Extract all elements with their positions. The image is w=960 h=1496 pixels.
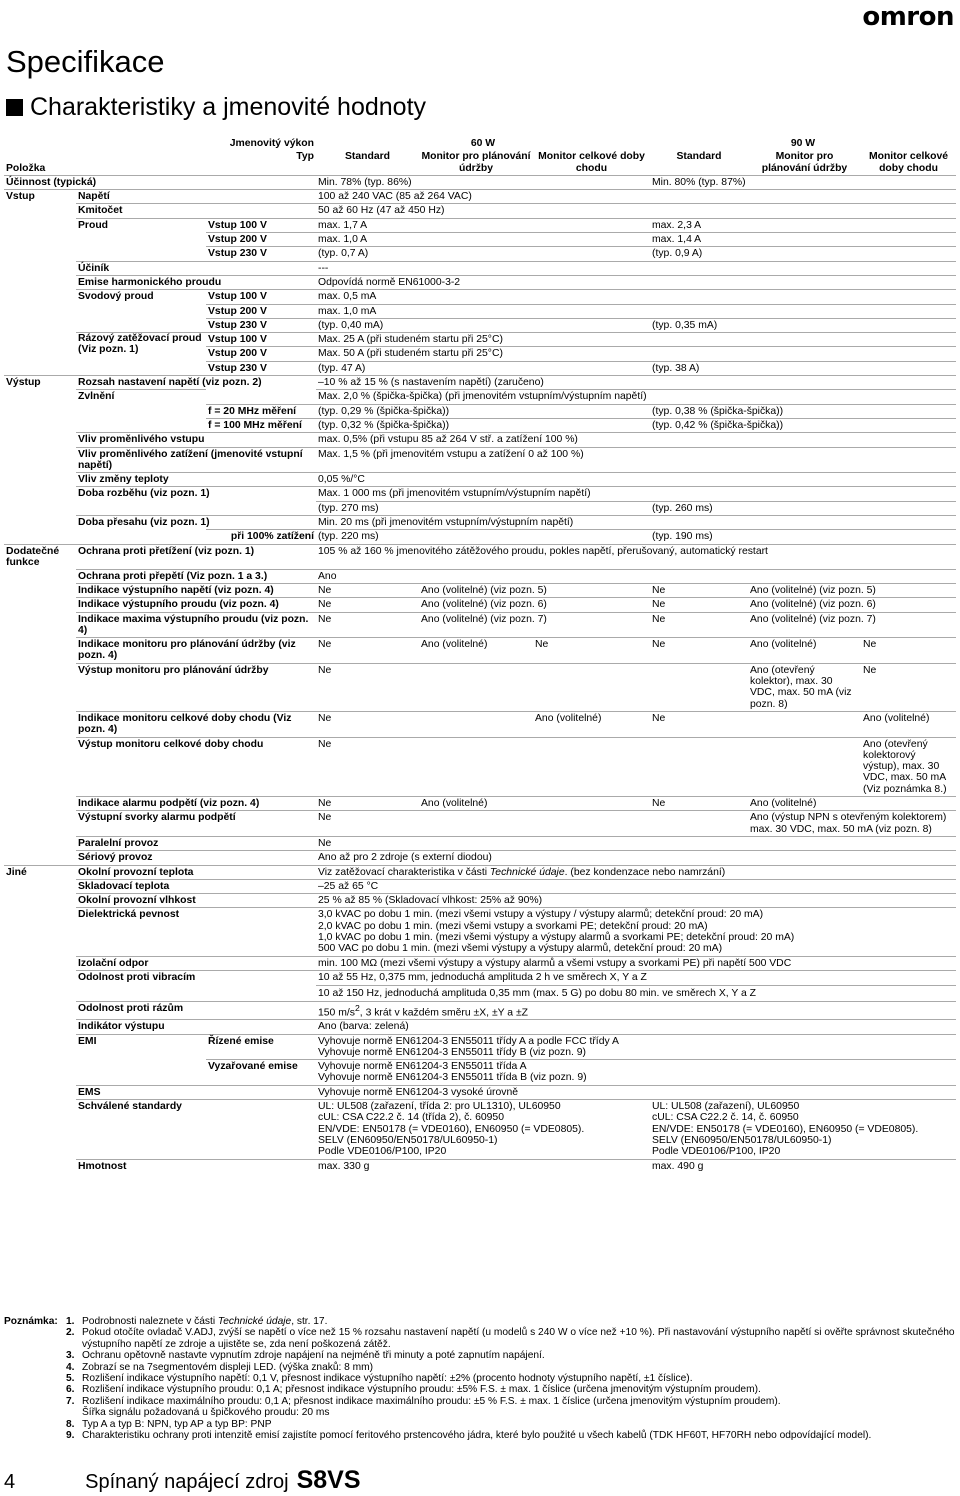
row-alarm-indication: Indikace alarmu podpětí (viz pozn. 4) Ne Ano (volitelné) Ne Ano (volitelné): [4, 797, 956, 811]
row-parallel: Paralelní provoz Ne: [4, 836, 956, 850]
note-2: 2. Pokud otočíte ovladač V.ADJ, zvýší se napětí o více než 15 % rozsahu nastavení napětí (u modelů s 240 W o více než +10 %). Při nastavování výstupního napětí si ověřte správnost skutečného výstupního napětí ze zdroje a ujistěte se, zda není poškozená zátěž.: [66, 1327, 955, 1350]
note-7: 7. Rozlišení indikace maximálního proudu: 0,1 A; přesnost indikace maximálního proudu: ±5 % F.S. ± max. 1 číslice (určena jmenovitým výstupním proudem). Šířka signálu požadovaná u špičkového proudu: 20 ms: [66, 1395, 781, 1419]
spec-table: [4, 137, 956, 1173]
note-5: 5. Rozlišení indikace výstupního napětí: 0,1 V, přesnost indikace výstupního napětí: ±2% (procento hodnoty výstupního napětí, ±1 číslice).: [66, 1373, 693, 1385]
row-alarm-output: Výstupní svorky alarmu podpětí Ne Ano (výstup NPN s otevřeným kolektorem) max. 30 VDC, max. 50 mA (viz pozn. 8): [4, 811, 956, 837]
row-approved-standards: Schválené standardy UL: UL508 (zařazení, třída 2: pro UL1310), UL60950 cUL: CSA C22.2 č. 14 (třída 2), č. 60950 EN/VDE: EN50178 (= VDE0160), EN60950 (= VDE0805). SELV (EN60950/EN50178/UL60950-1) Podle VDE0106/P100, IP20 UL: UL508 (zařazení), UL60950 cUL: CSA C22.2 č. 14, č. 60950 EN/VDE: EN50178 (= VDE0160), EN60950 (= VDE0805). SELV (EN60950/EN50178/UL60950-1) Podle VDE0106/P100, IP20: [4, 1100, 956, 1159]
row-insulation: Izolační odpor min. 100 MΩ (mezi všemi výstupy a výstupy alarmů a všemi vstupy a svorkami PE) při napětí 500 VDC: [4, 956, 956, 970]
omron-logo: omron: [862, 2, 954, 32]
row-hold-time: Doba přesahu (viz pozn. 1) Min. 20 ms (při jmenovitém vstupním/výstupním napětí): [4, 516, 956, 530]
row-efficiency: Účinnost (typická) Min. 78% (typ. 86%) Min. 80% (typ. 87%): [4, 175, 956, 189]
row-frequency: Kmitočet 50 až 60 Hz (47 až 450 Hz): [4, 204, 956, 218]
page-footer: [4, 1466, 361, 1495]
row-ripple-100mhz: f = 100 MHz měření (typ. 0,32 % (špička-špička)) (typ. 0,42 % (špička-špička)): [4, 418, 956, 432]
footer-product-code: S8VS: [296, 1466, 361, 1494]
header-row-power: Jmenovitý výkon 60 W 90 W: [229, 138, 816, 149]
row-emi-conducted: EMI Řízené emise Vyhovuje normě EN61204-3 EN55011 třídy A a podle FCC třídy A Vyhovuje normě EN61204-3 EN55011 třídy B (viz pozn. 9): [4, 1034, 956, 1060]
row-ripple-20mhz: f = 20 MHz měření (typ. 0,29 % (špička-špička)) (typ. 0,38 % (špička-špička)): [4, 404, 956, 418]
row-maintenance-indication: Indikace monitoru pro plánování údržby (viz pozn. 4) Ne Ano (volitelné) Ne Ne Ano (volitelné) Ne: [4, 638, 956, 664]
note-3: 3. Ochranu opětovně nastavte vypnutím zdroje napájení na nejméně tři minuty a poté zapnutím napájení.: [66, 1350, 545, 1362]
page-number: 4: [4, 1471, 16, 1493]
note-9: 9. Charakteristiku ochrany proti intenzitě emisí zajistíte pomocí feritového prstencového jádra, které bylo použité u všech kabelů (TDK HF60T, HF70RH nebo odpovídající model).: [66, 1430, 872, 1442]
row-weight: Hmotnost max. 330 g max. 490 g: [4, 1159, 956, 1173]
row-line-regulation: Vliv proměnlivého vstupu max. 0,5% (při vstupu 85 až 264 V stř. a zatížení 100 %): [4, 433, 956, 447]
section-title: Charakteristiky a jmenovité hodnoty: [6, 93, 426, 122]
row-output-indicator: Indikátor výstupu Ano (barva: zelená): [4, 1020, 956, 1034]
note-6: 6. Rozlišení indikace výstupního proudu: 0,1 A; přesnost indikace výstupního proudu: ±5% F.S. ± max. 1 číslice (určena jmenovitým výstupním proudem).: [66, 1384, 761, 1396]
row-current-230: Vstup 230 V (typ. 0,7 A) (typ. 0,9 A): [4, 247, 956, 261]
row-leakage-200: Vstup 200 V max. 1,0 mA: [4, 304, 956, 318]
row-maintenance-output: Výstup monitoru pro plánování údržby Ne Ano (otevřený kolektor), max. 30 VDC, max. 50 mA (viz pozn. 8) Ne: [4, 663, 956, 711]
row-inrush-100: Rázový zatěžovací proud (Viz pozn. 1) Vstup 100 V Max. 25 A (při studeném startu při 25°C): [4, 333, 956, 347]
row-ems: EMS Vyhovuje normě EN61204-3 vysoké úrovně: [4, 1085, 956, 1099]
row-ambient-temp: Jiné Okolní provozní teplota Viz zatěžovací charakteristika v části Technické údaje. (bez kondenzace nebo namrzání): [4, 865, 956, 879]
row-power-factor: Účiník ---: [4, 261, 956, 275]
row-rise-time: Doba rozběhu (viz pozn. 1) Max. 1 000 ms (při jmenovitém vstupním/výstupním napětí): [4, 487, 956, 501]
row-rise-time-typ: (typ. 270 ms) (typ. 260 ms): [4, 501, 956, 515]
row-ripple: Zvlnění Max. 2,0 % (špička-špička) (při jmenovitém vstupním/výstupním napětí): [4, 390, 956, 404]
row-vibration: Odolnost proti vibracím 10 až 55 Hz, 0,375 mm, jednoduchá amplituda 2 h ve směrech X, Y a Z 10 až 150 Hz, jednoduchá amplituda 0,35 mm (max. 5 G) po dobu 80 min. ve směrech X, Y a Z: [4, 970, 956, 1001]
row-storage-temp: Skladovací teplota –25 až 65 °C: [4, 879, 956, 893]
row-overload: Dodatečné funkce Ochrana proti přetížení (viz pozn. 1) 105 % až 160 % jmenovitého zátěžového proudu, pokles napětí, přerušovaný, automatický restart: [4, 544, 956, 569]
row-load-regulation: Vliv proměnlivého zatížení (jmenovité vstupní napětí) Max. 1,5 % (při jmenovitém vstupu a zatížení 0 až 100 %): [4, 447, 956, 473]
notes: [4, 1316, 956, 1441]
row-inrush-200: Vstup 200 V Max. 50 A (při studeném startu při 25°C): [4, 347, 956, 361]
row-total-run-indication: Indikace monitoru celkové doby chodu (Viz pozn. 4) Ne Ano (volitelné) Ne Ano (volitelné): [4, 711, 956, 737]
row-adjust-range: Výstup Rozsah nastavení napětí (viz pozn. 2) –10 % až 15 % (s nastavením napětí) (zaručeno): [4, 376, 956, 390]
row-inrush-230: Vstup 230 V (typ. 47 A) (typ. 38 A): [4, 361, 956, 375]
row-current-200: Vstup 200 V max. 1,0 A max. 1,4 A: [4, 233, 956, 247]
row-series: Sériový provoz Ano až pro 2 zdroje (s externí diodou): [4, 851, 956, 865]
note-8: 8. Typ A a typ B: NPN, typ AP a typ BP: PNP: [66, 1418, 272, 1430]
row-leakage-230: Vstup 230 V (typ. 0,40 mA) (typ. 0,35 mA): [4, 318, 956, 332]
row-voltage: Vstup Napětí 100 až 240 VAC (85 až 264 VAC): [4, 190, 956, 204]
row-overvoltage: Ochrana proti přepětí (Viz pozn. 1 a 3.) Ano: [4, 569, 956, 583]
row-leakage-100: Svodový proud Vstup 100 V max. 0,5 mA: [4, 290, 956, 304]
row-voltage-indication: Indikace výstupního napětí (viz pozn. 4) Ne Ano (volitelné) (viz pozn. 5) Ne Ano (volitelné) (viz pozn. 5): [4, 584, 956, 598]
row-shock: Odolnost proti rázům 150 $m/s^2$, 3 krát v každém směru ±X, ±Y a ±Z: [4, 1001, 956, 1020]
row-emi-radiated: Vyzařované emise Vyhovuje normě EN61204-3 EN55011 třída A Vyhovuje normě EN61204-3 EN55011 třída B (viz pozn. 9): [4, 1060, 956, 1086]
row-humidity: Okolní provozní vlhkost 25 % až 85 % (Skladovací vlhkost: 25% až 90%): [4, 894, 956, 908]
row-current-100: Proud Vstup 100 V max. 1,7 A max. 2,3 A: [4, 218, 956, 232]
note-1: Poznámka: 1. Podrobnosti naleznete v části Technické údaje, str. 17.: [4, 1316, 328, 1327]
note-4: 4. Zobrazí se na 7segmentovém displeji LED. (výška znaků: 8 mm): [66, 1361, 374, 1373]
row-current-indication: Indikace výstupního proudu (viz pozn. 4) Ne Ano (volitelné) (viz pozn. 6) Ne Ano (volitelné) (viz pozn. 6): [4, 598, 956, 612]
row-harmonic: Emise harmonického proudu Odpovídá normě EN61000-3-2: [4, 275, 956, 289]
row-total-run-output: Výstup monitoru celkové doby chodu Ne Ano (otevřený kolektorový výstup), max. 30 VDC, max. 50 mA (Viz poznámka 8.): [4, 737, 956, 796]
page-title: Specifikace: [6, 44, 165, 79]
row-temp-influence: Vliv změny teploty 0,05 %/°C: [4, 473, 956, 487]
row-dielectric: Dielektrická pevnost 3,0 kVAC po dobu 1 min. (mezi všemi vstupy a výstupy / výstupy alarmů; detekční proud: 20 mA) 2,0 kVAC po dobu 1 min. (mezi všemi vstupy a svorkami PE; detekční proud: 20 mA) 1,0 kVAC po dobu 1 min. (mezi všemi výstupy a výstupy alarmů a svorkami PE; detekční proud: 20 mA) 500 VAC po dobu 1 min. (mezi všemi výstupy a výstupy alarmů, detekční proud: 20 mA): [4, 908, 956, 956]
row-hold-time-typ: při 100% zatížení (typ. 220 ms) (typ. 190 ms): [4, 530, 956, 544]
row-peak-indication: Indikace maxima výstupního proudu (viz pozn. 4) Ne Ano (volitelné) (viz pozn. 7) Ne Ano (volitelné) (viz pozn. 7): [4, 612, 956, 638]
square-bullet-icon: [6, 99, 23, 116]
footer-product-name: Spínaný napájecí zdroj: [85, 1471, 289, 1493]
header-row-type: Položka Typ Standard Monitor pro plánování údržby Monitor celkové doby chodu Standard Monitor pro plánování údržby Monitor celkové doby chodu: [6, 151, 949, 174]
